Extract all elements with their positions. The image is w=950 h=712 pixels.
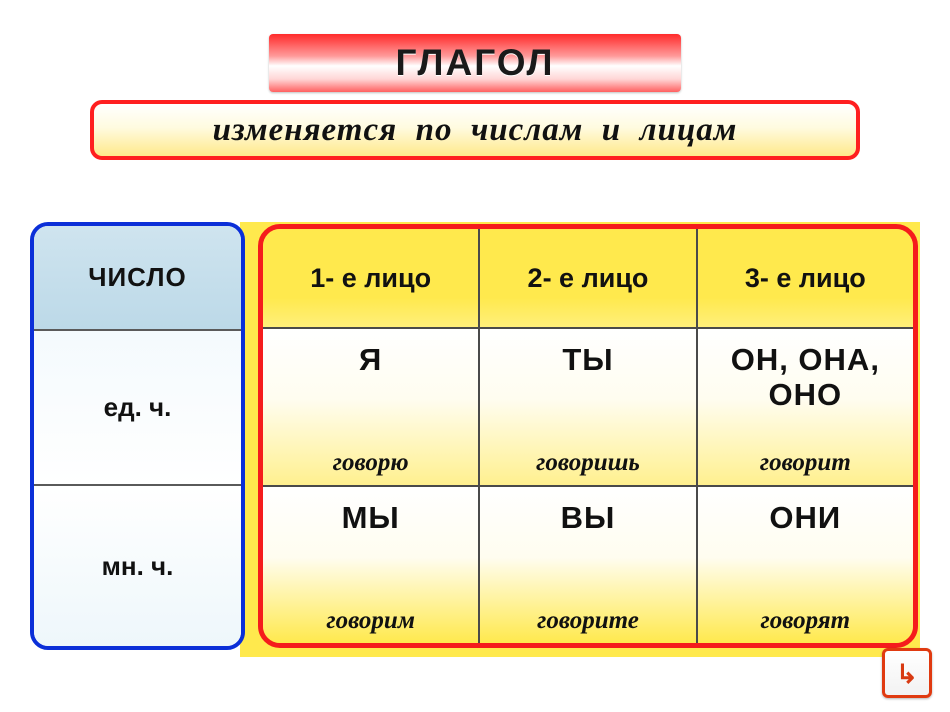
plural-cell-2 bbox=[478, 487, 695, 643]
plural-row bbox=[263, 487, 913, 643]
person-header-cell-2 bbox=[478, 229, 695, 327]
singular-cell-1 bbox=[263, 329, 478, 485]
conjugation-board bbox=[30, 212, 920, 657]
back-navigation-button[interactable] bbox=[882, 648, 932, 698]
undo-arrow-icon: ↰ bbox=[896, 658, 918, 688]
singular-pronoun-1: Я bbox=[359, 342, 383, 377]
plural-verb-3: говорят bbox=[760, 607, 851, 634]
singular-pronoun-2: ТЫ bbox=[562, 342, 614, 377]
singular-row bbox=[263, 329, 913, 487]
person-header-cell-3 bbox=[696, 229, 913, 327]
title-banner bbox=[269, 34, 681, 92]
person-header-label-2: 2- е лицо bbox=[527, 262, 649, 293]
plural-verb-1: говорим bbox=[326, 607, 415, 634]
number-row-singular: ед. ч. bbox=[34, 331, 241, 486]
person-header-label-3: 3- е лицо bbox=[744, 262, 866, 293]
plural-pronoun-1: МЫ bbox=[341, 500, 400, 535]
singular-pronoun-3: ОН, ОНА, ОНО bbox=[730, 342, 880, 412]
person-header-row bbox=[263, 229, 913, 329]
singular-verb-1: говорю bbox=[332, 449, 409, 476]
number-column-header: ЧИСЛО bbox=[34, 226, 241, 331]
singular-cell-2 bbox=[478, 329, 695, 485]
plural-verb-2: говорите bbox=[537, 607, 639, 634]
plural-pronoun-3: ОНИ bbox=[769, 500, 842, 535]
title-banner-wrap bbox=[0, 34, 950, 92]
number-row-plural: мн. ч. bbox=[34, 486, 241, 646]
number-column bbox=[30, 222, 245, 650]
singular-verb-3: говорит bbox=[759, 449, 851, 476]
singular-verb-2: говоришь bbox=[536, 449, 640, 476]
page-title: ГЛАГОЛ bbox=[395, 42, 555, 83]
singular-cell-3 bbox=[696, 329, 913, 485]
subtitle-text: изменяется по числам и лицам bbox=[212, 111, 738, 148]
subtitle-banner-wrap bbox=[0, 100, 950, 160]
plural-cell-3 bbox=[696, 487, 913, 643]
person-header-label-1: 1- е лицо bbox=[310, 262, 432, 293]
plural-cell-1 bbox=[263, 487, 478, 643]
person-table bbox=[258, 224, 918, 648]
person-header-cell-1 bbox=[263, 229, 478, 327]
subtitle-banner bbox=[90, 100, 860, 160]
plural-pronoun-2: ВЫ bbox=[560, 500, 616, 535]
